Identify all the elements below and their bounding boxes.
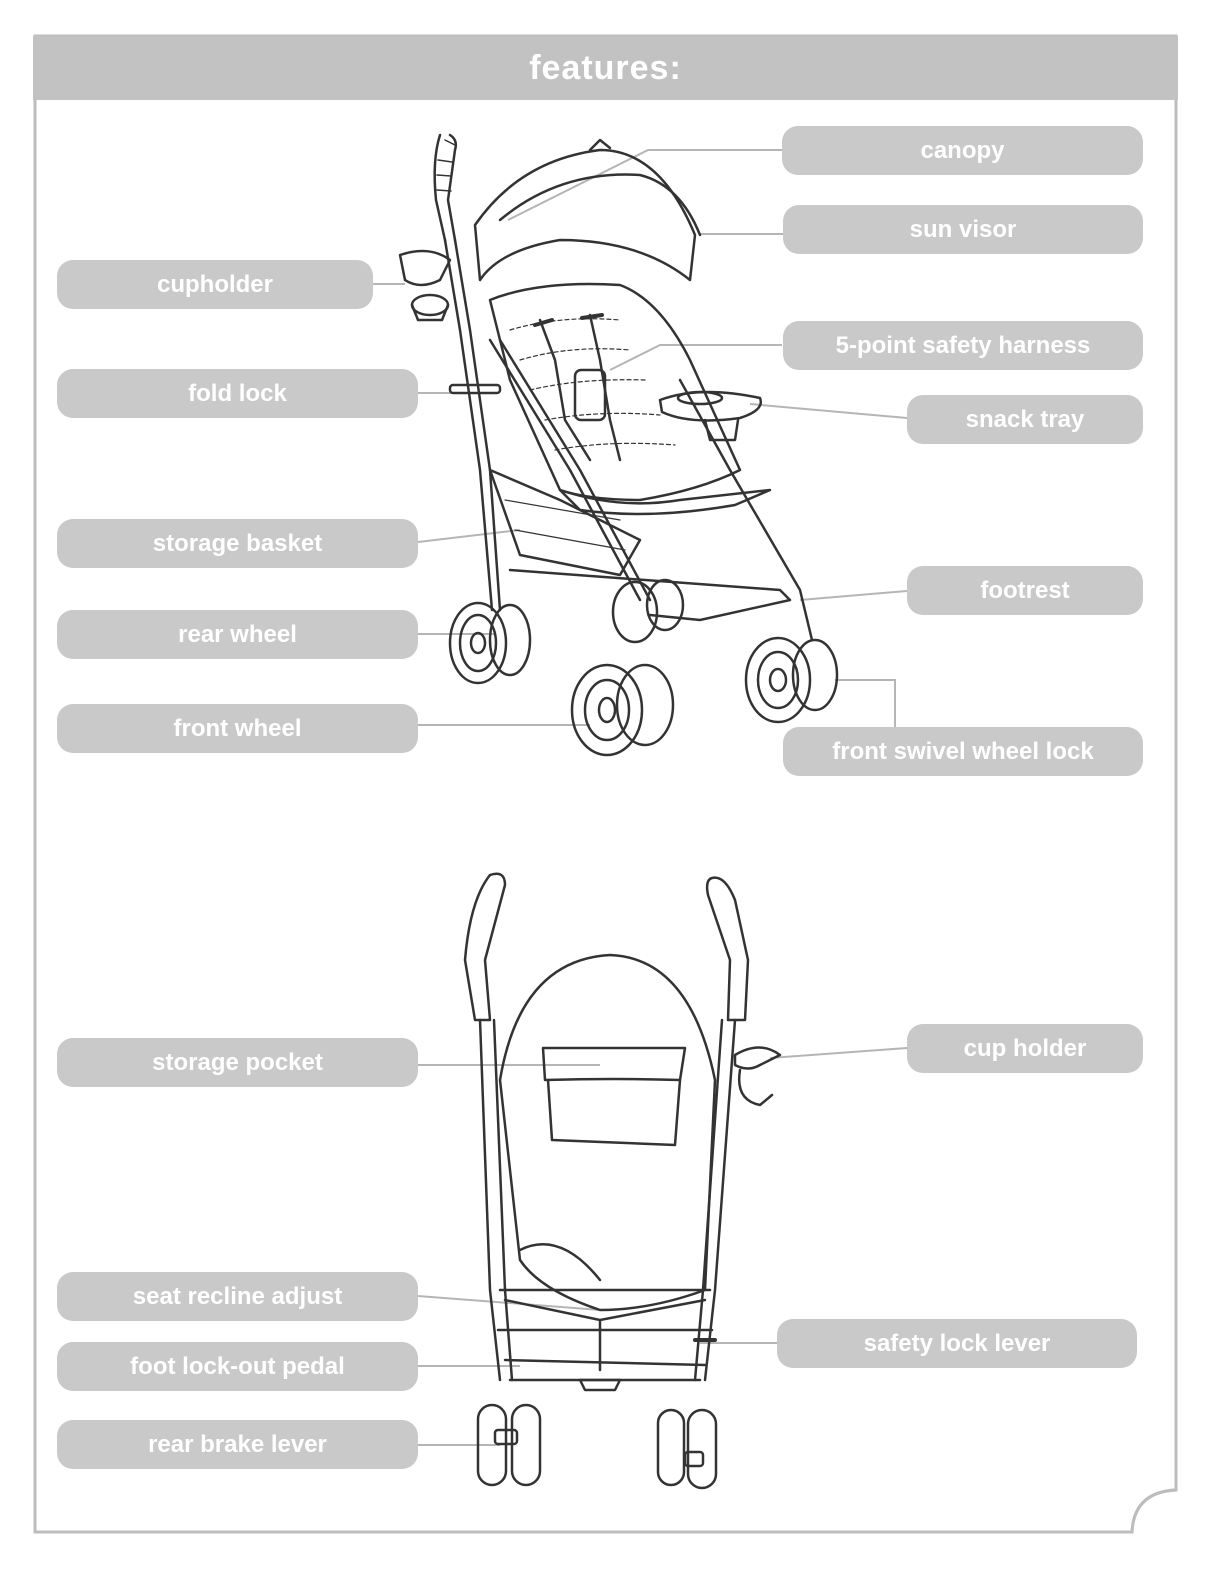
- label-cup-holder: cup holder: [907, 1024, 1143, 1073]
- label-front-wheel: front wheel: [57, 704, 418, 753]
- label-canopy: canopy: [782, 126, 1143, 175]
- label-rear-brake-lever: rear brake lever: [57, 1420, 418, 1469]
- label-fold-lock: fold lock: [57, 369, 418, 418]
- label-storage-basket: storage basket: [57, 519, 418, 568]
- label-seat-recline-adjust: seat recline adjust: [57, 1272, 418, 1321]
- label-snack-tray: snack tray: [907, 395, 1143, 444]
- label-storage-pocket: storage pocket: [57, 1038, 418, 1087]
- label-rear-wheel: rear wheel: [57, 610, 418, 659]
- label-safety-harness: 5-point safety harness: [783, 321, 1143, 370]
- label-sun-visor: sun visor: [783, 205, 1143, 254]
- features-title: features:: [529, 48, 682, 87]
- label-cupholder: cupholder: [57, 260, 373, 309]
- label-footrest: footrest: [907, 566, 1143, 615]
- label-safety-lock-lever: safety lock lever: [777, 1319, 1137, 1368]
- label-foot-lockout-pedal: foot lock-out pedal: [57, 1342, 418, 1391]
- label-front-swivel-wheel-lock: front swivel wheel lock: [783, 727, 1143, 776]
